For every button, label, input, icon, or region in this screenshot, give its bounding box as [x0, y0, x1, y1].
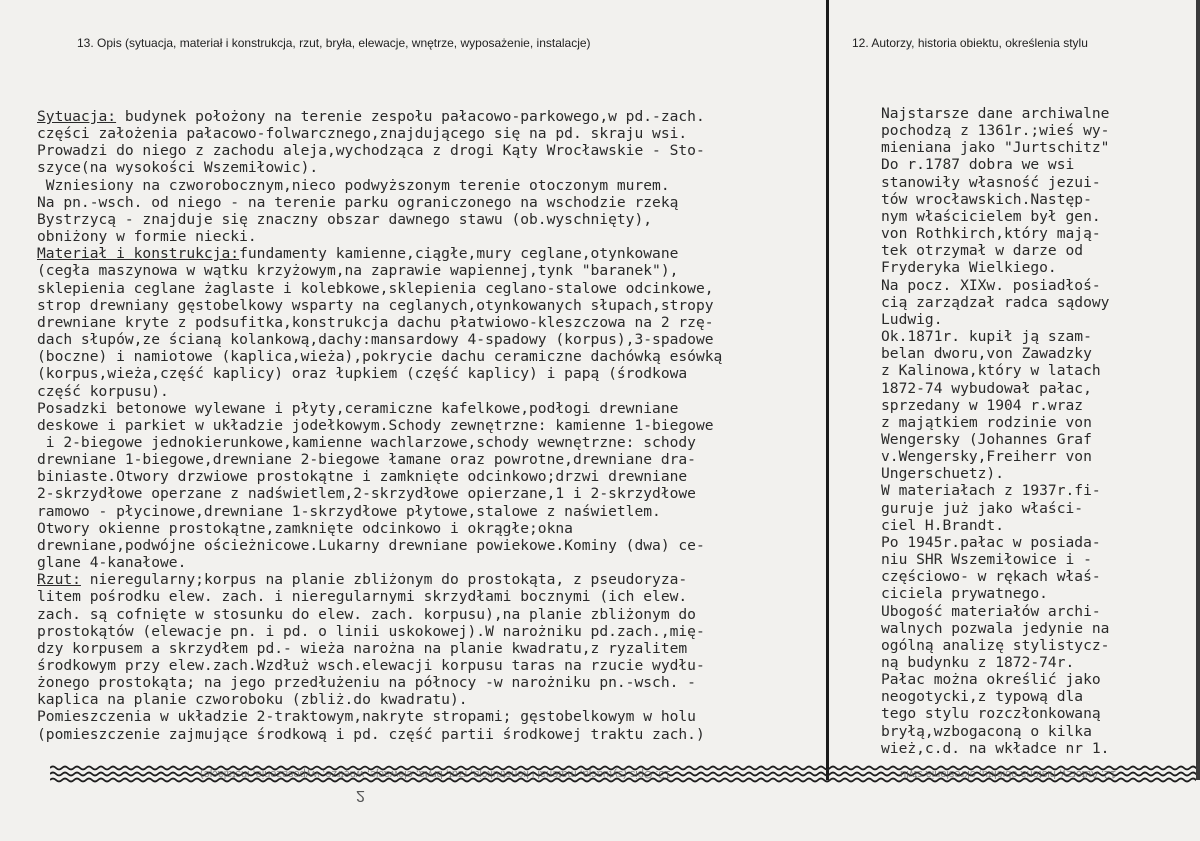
text-line — [37, 554, 822, 571]
line-text: obniżony w formie niecki. — [37, 228, 257, 246]
text-line: bryłą,wzbogaconą o kilka — [881, 722, 1092, 740]
section-heading: Rzut: — [37, 571, 81, 589]
column-divider — [826, 0, 829, 780]
text-line — [37, 726, 822, 743]
line-text: Prowadzi do niego z zachodu aleja,wychodząca z drogi Kąty Wrocławskie - Sto- — [37, 142, 705, 160]
text-line: cią zarządzał radca sądowy — [881, 293, 1110, 311]
text-line: Po 1945r.pałac w posiada- — [881, 533, 1101, 551]
text-line — [37, 348, 822, 365]
line-text: Posadzki betonowe wylewane i płyty,ceramiczne kafelkowe,podłogi drewniane — [37, 399, 679, 417]
text-line: 1872-74 wybudował pałac, — [881, 379, 1092, 397]
section-heading: Sytuacja: — [37, 108, 117, 125]
text-line — [37, 606, 822, 623]
line-text: szyce(na wysokości Wszemiłowic). — [37, 159, 319, 177]
text-line — [37, 400, 822, 417]
line-text: litem pośrodku elew. zach. i nieregularnymi skrzydłami bocznymi (ich elew. — [37, 588, 688, 606]
line-text: Bystrzycą - znajduje się znaczny obszar dawnego stawu (ob.wyschnięty), — [37, 210, 653, 228]
text-line: mieniana jako "Jurtschitz" — [881, 139, 1110, 157]
page-number: 2 — [356, 787, 365, 804]
text-line: guruje już jako właści- — [881, 499, 1084, 517]
history-text-column — [881, 105, 1181, 757]
text-line — [37, 640, 822, 657]
line-text: ramowo - płycinowe,drewniane 1-skrzydłowe płytowe,stalowe z naświetlem. — [37, 502, 661, 520]
text-line: Do r.1787 dobra we wsi — [881, 156, 1075, 174]
text-line: Na pocz. XIXw. posiadłoś- — [881, 276, 1101, 294]
line-text: dzy korpusem a skrzydłem pd.- wieża narożna na planie kwadratu,z ryzalitem — [37, 639, 688, 657]
text-line: sprzedany w 1904 r.wraz — [881, 396, 1084, 414]
text-line: Wengersky (Johannes Graf — [881, 430, 1092, 448]
text-line — [37, 194, 822, 211]
text-line — [37, 297, 822, 314]
text-line — [37, 125, 822, 142]
text-line: tów wrocławskich.Następ- — [881, 190, 1092, 208]
text-line — [37, 503, 822, 520]
text-line: częściowo- w rękach właś- — [881, 568, 1101, 586]
line-text: Wzniesiony na czworobocznym,nieco podwyższonym terenie otoczonym murem. — [37, 176, 670, 194]
text-line — [37, 434, 822, 451]
text-line: ną budynku z 1872-74r. — [881, 654, 1075, 671]
text-line — [37, 314, 822, 331]
text-line — [37, 657, 822, 674]
text-line: tek otrzymał w darze od — [881, 242, 1084, 260]
text-line — [37, 468, 822, 485]
text-line: ogólną analizę stylistycz- — [881, 636, 1110, 654]
line-text: kaplica na planie czworoboku (zbliż.do kwadratu). — [37, 691, 468, 709]
line-text: sklepienia ceglane żaglaste i kolebkowe,sklepienia ceglano-stalowe odcinkowe, — [37, 279, 714, 297]
line-text: fundamenty kamienne,ciągłe,mury ceglane,otynkowane — [239, 245, 679, 263]
line-text: Na pn.-wsch. od niego - na terenie parku ograniczonego na wschodzie rzeką — [37, 193, 679, 211]
line-text: deskowe i parkiet w układzie jodełkowym.Schody zewnętrzne: kamienne 1-biegowe — [37, 416, 714, 434]
text-line — [37, 159, 822, 176]
text-line: ciciela prywatnego. — [881, 585, 1048, 603]
line-text: (cegła maszynowa w wątku krzyżowym,na zaprawie wapiennej,tynk "baranek"), — [37, 262, 679, 280]
text-line — [37, 451, 822, 468]
text-line: pochodzą z 1361r.;wieś wy- — [881, 122, 1110, 140]
text-line — [37, 537, 822, 554]
line-text: prostokątów (elewacje pn. i pd. o linii uskokowej).W narożniku pd.zach.,mię- — [37, 622, 705, 640]
line-text: (korpus,wieża,część kaplicy) oraz łupkiem (część kaplicy) i papą (środkowa — [37, 365, 688, 383]
text-line: niu SHR Wszemiłowice i - — [881, 551, 1092, 569]
line-text: środkowym przy elew.zach.Wzdłuż wsch.elewacji korpusu taras na rzucie wydłu- — [37, 657, 705, 674]
line-text: (boczne) i namiotowe (kaplica,wieża),pokrycie dachu ceramiczne dachówką esówką — [37, 348, 723, 366]
text-line: wież,c.d. na wkładce nr 1. — [881, 739, 1110, 757]
line-text: biniaste.Otwory drzwiowe prostokątne i zamknięte odcinkowo;drzwi drewniane — [37, 468, 688, 486]
right-edge-border — [1196, 0, 1200, 780]
text-line: nym właścicielem był gen. — [881, 207, 1101, 225]
line-text: część korpusu). — [37, 382, 169, 400]
line-text: strop drewniany gęstobelkowy wsparty na ceglanych,otynkowanych słupach,stropy — [37, 296, 714, 314]
text-line: Ludwig. — [881, 310, 943, 328]
line-text: budynek położony na terenie zespołu pałacowo-parkowego,w pd.-zach. — [116, 108, 705, 125]
text-line — [37, 520, 822, 537]
line-text: i 2-biegowe jednokierunkowe,kamienne wachlarzowe,schody wewnętrzne: schody — [37, 433, 696, 451]
text-line: Ubogość materiałów archi- — [881, 602, 1101, 620]
text-line — [37, 108, 822, 125]
text-line — [37, 331, 822, 348]
line-text: części założenia pałacowo-folwarcznego,znajdującego się na pd. skraju wsi. — [37, 125, 688, 143]
text-line — [37, 691, 822, 708]
line-text: Pomieszczenia w układzie 2-traktowym,nakryte stropami; gęstobelkowym w holu — [37, 708, 696, 726]
text-line: z Kalinowa,który w latach — [881, 362, 1101, 380]
text-line — [37, 177, 822, 194]
text-line: belan dworu,von Zawadzky — [881, 345, 1092, 363]
text-line: von Rothkirch,który mają- — [881, 225, 1101, 243]
description-text-column — [37, 108, 822, 743]
line-text: drewniane kryte z podsufitka,konstrukcja dachu płatwiowo-kleszczowa na 2 rzę- — [37, 313, 714, 331]
text-line: z majątkiem rodzinie von — [881, 413, 1092, 431]
text-line — [37, 211, 822, 228]
text-line: neogotycki,z typową dla — [881, 688, 1084, 706]
text-line — [37, 417, 822, 434]
text-line — [37, 383, 822, 400]
text-line — [37, 262, 822, 279]
text-line — [37, 623, 822, 640]
text-line: Pałac można określić jako — [881, 671, 1101, 689]
mirrored-footer-text: 13. Opis (sytuacja, materiał i konstrukcja, rzut, bryła, elewacje, wnętrze, wyposażenie, instalacje) — [200, 768, 671, 780]
line-text: dach słupów,ze ścianą kolankową,dachy:mansardowy 4-spadowy (korpus),3-spadowe — [37, 331, 714, 349]
text-line: Najstarsze dane archiwalne — [881, 105, 1110, 122]
text-line: tego stylu rozczłonkowaną — [881, 705, 1101, 723]
text-line: stanowiły własność jezui- — [881, 173, 1101, 191]
text-line: Ok.1871r. kupił ją szam- — [881, 328, 1092, 346]
line-text: żonego prostokąta; na jego przedłużeniu na północy -w narożniku pn.-wsch. - — [37, 674, 696, 692]
text-line — [37, 228, 822, 245]
text-line — [37, 280, 822, 297]
text-line — [37, 245, 822, 262]
line-text: zach. są cofnięte w stosunku do elew. zach. korpusu),na planie zbliżonym do — [37, 605, 696, 623]
line-text: (pomieszczenie zajmujące środkową i pd. część partii środkowej traktu zach.) — [37, 725, 705, 743]
text-line: Fryderyka Wielkiego. — [881, 259, 1057, 277]
mirrored-footer-text-right: 12. Autorzy, historia obiektu, określenia stylu — [900, 768, 1117, 780]
section-heading: Materiał i konstrukcja: — [37, 245, 240, 263]
text-line: ciel H.Brandt. — [881, 516, 1005, 534]
line-text: Otwory okienne prostokątne,zamknięte odcinkowo i okrągłe;okna — [37, 519, 573, 537]
text-line — [37, 485, 822, 502]
section-13-header: 13. Opis (sytuacja, materiał i konstrukcja, rzut, bryła, elewacje, wnętrze, wyposażenie, instalacje) — [77, 36, 591, 50]
line-text: glane 4-kanałowe. — [37, 554, 187, 572]
text-line: v.Wengersky,Freiherr von — [881, 448, 1092, 466]
text-line — [37, 588, 822, 605]
text-line — [37, 708, 822, 725]
text-line — [37, 365, 822, 382]
line-text: drewniane,podwójne ościeżnicowe.Lukarny drewniane powiekowe.Kominy (dwa) ce- — [37, 536, 705, 554]
text-line — [37, 142, 822, 159]
section-12-header: 12. Autorzy, historia obiektu, określenia stylu — [852, 36, 1088, 50]
text-line: W materiałach z 1937r.fi- — [881, 482, 1101, 500]
line-text: 2-skrzydłowe operzane z nadświetlem,2-skrzydłowe opierzane,1 i 2-skrzydłowe — [37, 485, 696, 503]
line-text: nieregularny;korpus na planie zbliżonym do prostokąta, z pseudoryza- — [80, 571, 688, 589]
text-line — [37, 674, 822, 691]
text-line: Ungerschuetz). — [881, 465, 1005, 483]
text-line: walnych pozwala jedynie na — [881, 619, 1110, 637]
line-text: drewniane 1-biegowe,drewniane 2-biegowe łamane oraz powrotne,drewniane dra- — [37, 451, 696, 469]
text-line — [37, 571, 822, 588]
